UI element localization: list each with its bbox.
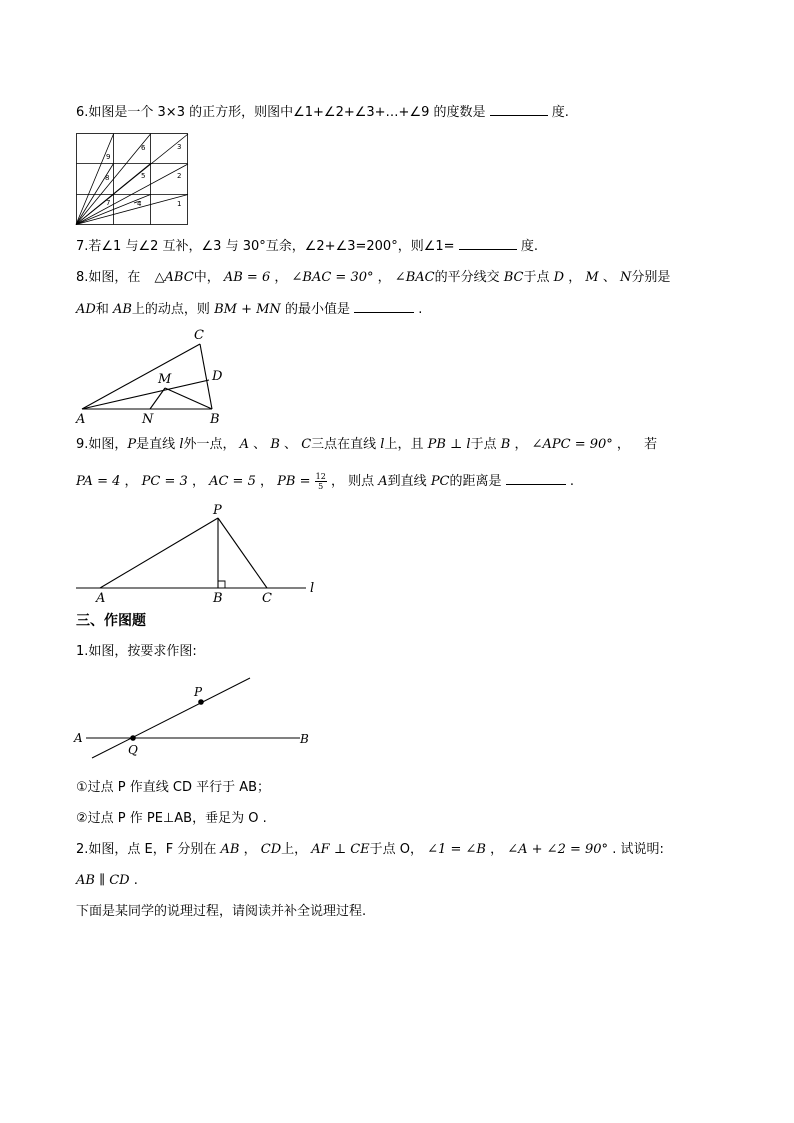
label-q: Q: [128, 743, 138, 757]
question-7-text: 7.若∠1 与∠2 互补，∠3 与 30°互余，∠2+∠3=200°，则∠1=: [76, 239, 455, 254]
math: ∠1 = ∠B: [427, 842, 486, 857]
question-7: [76, 237, 538, 256]
text: 8.如图，在: [76, 270, 141, 285]
section-heading: 三、作图题: [76, 613, 146, 629]
construction-2-line-3: 下面是某同学的说理过程，请阅读并补全说理过程.: [76, 904, 367, 919]
construction-figure: [70, 672, 320, 764]
text: 于点: [470, 437, 497, 452]
math: AB = 6: [223, 270, 271, 285]
text: ，: [616, 437, 630, 452]
label-a: A: [96, 591, 106, 606]
label-b: B: [213, 591, 223, 606]
math: D: [553, 270, 565, 285]
segment-pa: [100, 518, 218, 588]
text: .: [133, 873, 138, 888]
math: PB ⊥ l: [427, 437, 471, 452]
math: AD: [76, 302, 96, 317]
math: B: [500, 437, 511, 452]
label-p: P: [213, 503, 222, 518]
label-b: B: [210, 412, 220, 427]
label-p: P: [194, 685, 203, 699]
label-n: N: [142, 412, 154, 427]
grid-figure: [76, 133, 188, 225]
segment-ac: [82, 344, 200, 409]
segment-bm: [165, 388, 212, 409]
construction-2-line-2: [76, 872, 138, 890]
math: AB ∥ CD: [76, 873, 130, 888]
answer-blank[interactable]: [490, 103, 548, 116]
label-b: B: [300, 732, 309, 746]
math: AC = 5: [209, 474, 256, 489]
segment-pc: [218, 518, 267, 588]
math: B: [270, 437, 280, 452]
label-d: D: [212, 369, 223, 384]
math: PB =: [277, 474, 311, 489]
text: 是直线: [136, 437, 176, 452]
math: A: [239, 437, 250, 452]
text: ，: [514, 437, 528, 452]
answer-blank[interactable]: [354, 300, 414, 313]
math: ABC: [164, 270, 194, 285]
math: AF ⊥ CE: [311, 842, 370, 857]
segment-ad: [82, 380, 209, 409]
text: . 试说明:: [612, 842, 664, 857]
label-m: M: [158, 372, 172, 387]
text: 的平分线交: [434, 270, 500, 285]
text: ，: [490, 842, 504, 857]
point-q: [130, 735, 136, 741]
triangle-symbol: △: [154, 270, 165, 285]
text: 的距离是: [449, 474, 502, 489]
text: 到直线: [387, 474, 427, 489]
text: ，: [124, 474, 138, 489]
text: 上的动点，则: [131, 302, 210, 317]
math: l: [179, 437, 184, 452]
line-l-figure: [70, 502, 330, 606]
text: 于点 O，: [369, 842, 424, 857]
construction-step-2: ②过点 P 作 PE⊥AB，垂足为 O .: [76, 811, 267, 826]
label-a: A: [76, 412, 86, 427]
text: 2.如图，点 E，F 分别在: [76, 842, 217, 857]
math: ∠BAC = 30°: [291, 270, 374, 285]
math: ∠BAC: [394, 270, 435, 285]
text: ，: [274, 270, 288, 285]
question-8-line-2: [76, 300, 422, 319]
question-6-suffix: 度.: [551, 105, 569, 120]
angle-label-8: 8: [105, 174, 110, 182]
numerator: 12: [315, 472, 326, 481]
triangle-abc-figure: [70, 325, 230, 429]
angle-label-1: 1: [177, 200, 182, 208]
label-c: C: [194, 328, 204, 343]
math: BM + MN: [214, 302, 281, 317]
question-9-line-2: [76, 471, 574, 493]
text: ，: [377, 270, 391, 285]
math: PC = 3: [141, 474, 188, 489]
math: PC: [430, 474, 450, 489]
angle-label-3: 3: [177, 143, 182, 151]
point-p: [198, 699, 204, 705]
segment-bc: [200, 344, 212, 409]
text: 于点: [523, 270, 550, 285]
ray-1: [76, 195, 188, 225]
text: 三点在直线: [311, 437, 377, 452]
math: ∠A + ∠2 = 90°: [507, 842, 609, 857]
label-c: C: [262, 591, 272, 606]
math: l: [380, 437, 385, 452]
text: .: [418, 302, 423, 317]
question-7-suffix: 度.: [520, 239, 538, 254]
math: M: [585, 270, 599, 285]
right-angle-mark: [218, 581, 225, 588]
angle-label-6: 6: [141, 144, 146, 152]
question-8-line-1: [76, 269, 670, 287]
label-a: A: [74, 731, 83, 745]
text: 、: [284, 437, 298, 452]
ray-8: [76, 164, 114, 225]
construction-2-line-1: [76, 841, 664, 859]
math: CD: [260, 842, 282, 857]
angle-label-7: 7: [106, 199, 111, 207]
text: 上，且: [384, 437, 424, 452]
denominator: 5: [318, 482, 324, 491]
answer-blank[interactable]: [459, 237, 517, 250]
math: N: [619, 270, 632, 285]
angle-label-4: 4: [137, 200, 142, 208]
math: PA = 4: [76, 474, 121, 489]
math: C: [301, 437, 312, 452]
text: 和: [95, 302, 109, 317]
math: AB: [220, 842, 240, 857]
text: 则点: [348, 474, 375, 489]
answer-blank[interactable]: [506, 472, 566, 485]
segment-mn: [150, 388, 165, 409]
construction-step-1: ①过点 P 作直线 CD 平行于 AB；: [76, 780, 271, 795]
question-6: [76, 103, 569, 122]
line-pq: [92, 678, 250, 758]
text: 、: [602, 270, 616, 285]
text: 上，: [281, 842, 308, 857]
angle-label-9: 9: [106, 153, 111, 161]
text: 中，: [193, 270, 220, 285]
angle-label-5: 5: [141, 172, 146, 180]
text: 的最小值是: [284, 302, 350, 317]
text: .: [569, 474, 574, 489]
angle-label-2: 2: [177, 172, 182, 180]
text: 、: [253, 437, 267, 452]
text: ，: [330, 474, 344, 489]
question-6-text: 6.如图是一个 3×3 的正方形，则图中∠1+∠2+∠3+…+∠9 的度数是: [76, 105, 486, 120]
text: 分别是: [631, 270, 671, 285]
text: 若: [644, 437, 658, 452]
fraction: [315, 472, 327, 491]
construction-1-title: 1.如图，按要求作图:: [76, 644, 197, 659]
text: 9.如图，: [76, 437, 128, 452]
math: ∠APC = 90°: [531, 437, 613, 452]
text: 外一点，: [183, 437, 236, 452]
text: ，: [243, 842, 257, 857]
math: AB: [112, 302, 132, 317]
math: BC: [503, 270, 524, 285]
text: ，: [568, 270, 582, 285]
label-l: l: [310, 581, 315, 596]
math: A: [378, 474, 388, 489]
math: P: [127, 437, 137, 452]
question-9-line-1: [76, 436, 657, 454]
text: ，: [260, 474, 274, 489]
text: ，: [191, 474, 205, 489]
